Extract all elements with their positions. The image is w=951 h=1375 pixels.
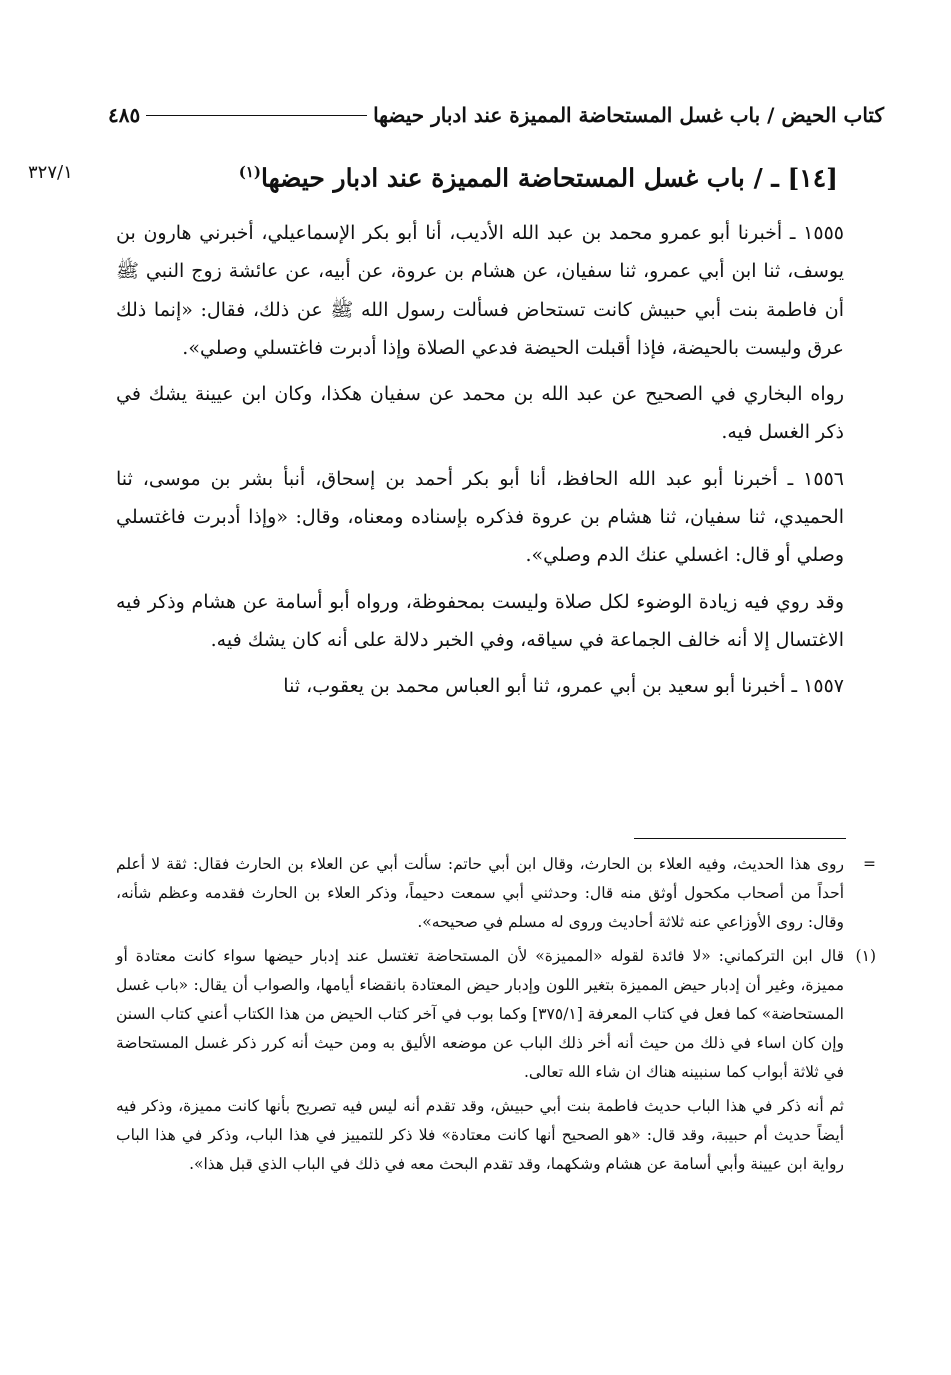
paragraph-hadith-1556: ١٥٥٦ ـ أخبرنا أبو عبد الله الحافظ، أنا أبو بكر أحمد بن إسحاق، أنبأ بشر بن موسى، ثنا الحميدي، ثنا سفيان، ثنا هشام بن عروة فذكره بإسناده ومعناه، وقال: «وإذا أدبرت فاغتسلي وصلي أو قال: اغسلي عنك الدم وصلي». — [116, 467, 844, 567]
footnote-separator — [634, 838, 846, 839]
paragraph-hadith-1555: ١٥٥٥ ـ أخبرنا أبو عمرو محمد بن عبد الله الأديب، أنا أبو بكر الإسماعيلي، أخبرني هارون بن يوسف، ثنا ابن أبي عمرو، ثنا سفيان، عن هشام بن عروة، عن أبيه، عن عائشة زوج النبي ﷺ أن فاطمة بنت أبي حبيش كانت تستحاض فسألت رسول الله ﷺ عن ذلك، فقال: «إنما ذلك عرق وليست بالحيضة، فإذا أقبلت الحيضة فدعي الصلاة وإذا أدبرت فاغتسلي وصلي». — [116, 222, 844, 359]
margin-reference: ٣٢٧/١ — [28, 162, 73, 183]
footnotes — [116, 850, 876, 1179]
page-number: ٤٨٥ — [108, 103, 141, 127]
footnote-text: روى هذا الحديث، وفيه العلاء بن الحارث، وقال ابن أبي حاتم: سألت أبي عن العلاء بن الحارث فقال: ثقة لا أعلم أحداً من أصحاب مكحول أوثق منه قال: وحدثني أبي سمعت دحيماً، وذكر العلاء بن الحارث فقدمه وعظم شأنه، وقال: روى الأوزاعي عنه ثلاثة أحاديث وروى له مسلم في صحيحه». — [116, 855, 845, 932]
chapter-heading — [150, 152, 838, 198]
paragraph-hadith-1557: ١٥٥٧ ـ أخبرنا أبو سعيد بن أبي عمرو، ثنا أبو العباس محمد بن يعقوب، ثنا — [283, 675, 844, 698]
header-rule — [146, 115, 367, 116]
footnote-1-continuation: ثم أنه ذكر في هذا الباب حديث فاطمة بنت أبي حبيش، وقد تقدم أنه ليس فيه تصريح بأنها كانت مميزة، وذكر فيه أيضاً حديث أم حبيبة، وقد قال: «هو الصحيح أنها كانت معتادة» فلا ذكر للتمييز في هذا الباب، وذكر في هذا الباب رواية ابن عيينة وأبي أسامة عن هشام وشكهما، وقد تقدم البحث معه في ذلك في الباب الذي قبل هذا». — [116, 1096, 844, 1174]
running-header — [108, 98, 884, 132]
chapter-footnote-ref: (١) — [238, 163, 261, 181]
paragraph-bukhari-note: رواه البخاري في الصحيح عن عبد الله بن محمد عن سفيان هكذا، وكان ابن عيينة يشك في ذكر الغسل فيه. — [116, 383, 844, 444]
chapter-title: [١٤] ـ / باب غسل المستحاضة المميزة عند ادبار حيضها — [260, 163, 838, 193]
paragraph-wudu-note: وقد روي فيه زيادة الوضوء لكل صلاة وليست بمحفوظة، ورواه أبو أسامة عن هشام وذكر فيه الاغتسال إلا أنه خالف الجماعة في سياقه، وفي الخبر دلالة على أنه كان يشك فيه. — [116, 590, 844, 651]
footnote-1 — [116, 942, 876, 1088]
footnote-text: قال ابن التركماني: «لا فائدة لقوله «المميزة» لأن المستحاضة تغتسل عند إدبار حيضها سواء كانت معتادة أو مميزة، وغير أن إدبار حيض المميزة بتغير اللون وإدبار حيض المعتادة بانقضاء أيامها، والصواب أن يقال: «باب غسل المستحاضة» كما فعل في كتاب المعرفة [٣٧٥/١] وكما بوب في آخر كتاب الحيض من هذا الكتاب أعني كتاب السنن وإن كان اساء في ذلك من حيث أنه أخر ذلك الباب عن موضعه الأليق به ومن حيث أنه كرر ذكر غسل المستحاضة في ثلاثة أبواب كما سنبينه هناك ان شاء الله تعالى. — [116, 946, 844, 1082]
footnote-continued — [116, 850, 876, 938]
running-title: كتاب الحيض / باب غسل المستحاضة المميزة عند ادبار حيضها — [373, 103, 884, 127]
footnote-marker: (١) — [855, 946, 876, 965]
main-text — [116, 214, 844, 714]
footnote-marker: = — [863, 855, 876, 873]
